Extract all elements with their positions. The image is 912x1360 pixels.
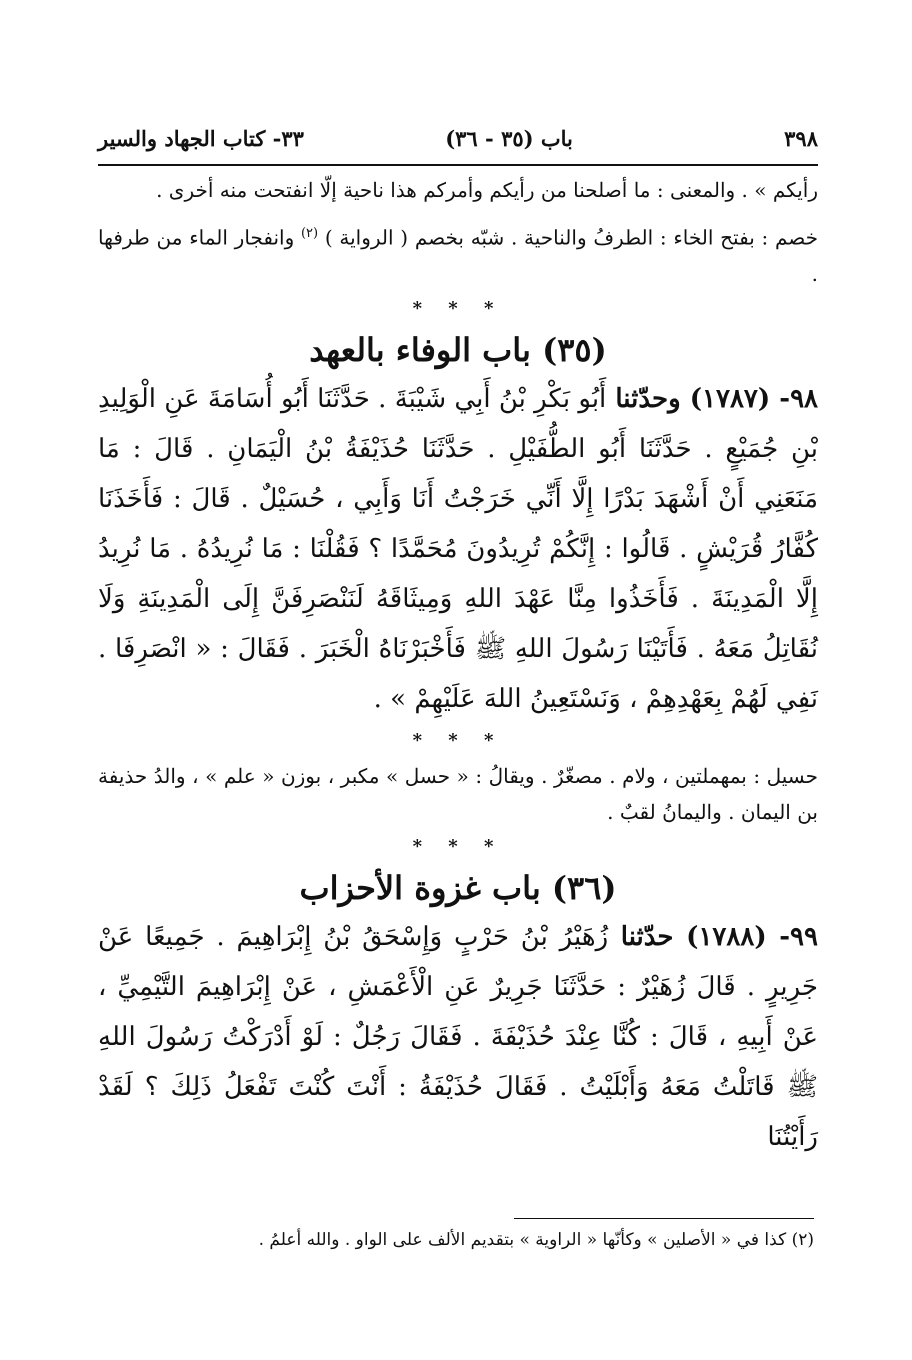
running-header [98,118,818,166]
intro-text-b: وانفجار الماء من طرفها . [98,225,818,286]
hadith-98-note: حسيل : بمهملتين ، ولام . مصغّرٌ . ويقالُ : « حسل » مكبر ، بوزن « علم » ، والدُ حذيفة بن اليمان . واليمانُ لقبٌ . [98,763,818,824]
section-separator: * * * [412,835,504,857]
intro-paragraph-2 [98,216,818,292]
footnote-rule [514,1218,814,1219]
page [98,118,818,1162]
intro-text-a: خصم : بفتح الخاء : الطرفُ والناحية . شبّه بخصم ( الرواية ) [324,225,818,250]
hadith-98 [98,374,818,724]
page-number: ٣٩٨ [784,125,818,151]
hadith-99-text: زُهَيْرُ بْنُ حَرْبٍ وَإِسْحَقُ بْنُ إِبْرَاهِيمَ . جَمِيعًا عَنْ جَرِيرٍ . قَالَ زُهَيْرٌ : حَدَّثَنَا جَرِيرٌ عَنِ الْأَعْمَشِ ، عَنْ إِبْرَاهِيمَ التَّيْمِيِّ ، عَنْ أَبِيهِ ، قَالَ : كُنَّا عِنْدَ حُذَيْفَةَ . فَقَالَ رَجُلٌ : لَوْ أَدْرَكْتُ رَسُولَ اللهِ ﷺ قَاتَلْتُ مَعَهُ وَأَبْلَيْتُ . فَقَالَ حُذَيْفَةُ : أَنْتَ كُنْتَ تَفْعَلُ ذَلِكَ ؟ لَقَدْ رَأَيْتُنَا [98,921,818,1152]
book-title: ٣٣- كتاب الجهاد والسير [98,125,304,151]
section-separator: * * * [412,729,504,751]
hadith-98-number: ٩٨- (١٧٨٧) وحدّثنا [606,383,818,414]
hadith-98-text: أَبُو بَكْرِ بْنُ أَبِي شَيْبَةَ . حَدَّثَنَا أَبُو أُسَامَةَ عَنِ الْوَلِيدِ بْنِ جُمَيْعٍ . حَدَّثَنَا أَبُو الطُّفَيْلِ . حَدَّثَنَا حُذَيْفَةُ بْنُ الْيَمَانِ . قَالَ : مَا مَنَعَنِي أَنْ أَشْهَدَ بَدْرًا إِلَّا أَنِّي خَرَجْتُ أَنَا وَأَبِي ، حُسَيْلٌ . قَالَ : فَأَخَذَنَا كُفَّارُ قُرَيْشٍ . قَالُوا : إِنَّكُمْ تُرِيدُونَ مُحَمَّدًا ؟ فَقُلْنَا : مَا نُرِيدُهُ . مَا نُرِيدُ إِلَّا الْمَدِينَةَ . فَأَخَذُوا مِنَّا عَهْدَ اللهِ وَمِيثَاقَهُ لَنَنْصَرِفَنَّ إِلَى الْمَدِينَةِ وَلَا نُقَاتِلُ مَعَهُ . فَأَتَيْنَا رَسُولَ اللهِ ﷺ فَأَخْبَرْنَاهُ الْخَبَرَ . فَقَالَ : « انْصَرِفَا . نَفِي لَهُمْ بِعَهْدِهِمْ ، وَنَسْتَعِينُ اللهَ عَلَيْهِمْ » . [98,383,818,714]
hadith-99-number: ٩٩- (١٧٨٨) حدّثنا [608,921,818,952]
hadith-99 [98,912,818,1162]
footnote: (٢) كذا في « الأصلين » وكأنّها « الراوية » بتقديم الألف على الواو . والله أعلمُ . [258,1230,814,1250]
section-range: باب (٣٥ - ٣٦) [445,125,573,151]
intro-paragraph-1: رأيكم » . والمعنى : ما أصلحنا من رأيكم وأمركم هذا ناحية إلّا انفتحت منه أخرى . [156,178,818,202]
section-separator: * * * [412,297,504,319]
footnote-marker: (٢) [300,226,319,241]
chapter-title-35: (٣٥) باب الوفاء بالعهد [309,330,607,369]
chapter-title-36: (٣٦) باب غزوة الأحزاب [299,868,617,907]
